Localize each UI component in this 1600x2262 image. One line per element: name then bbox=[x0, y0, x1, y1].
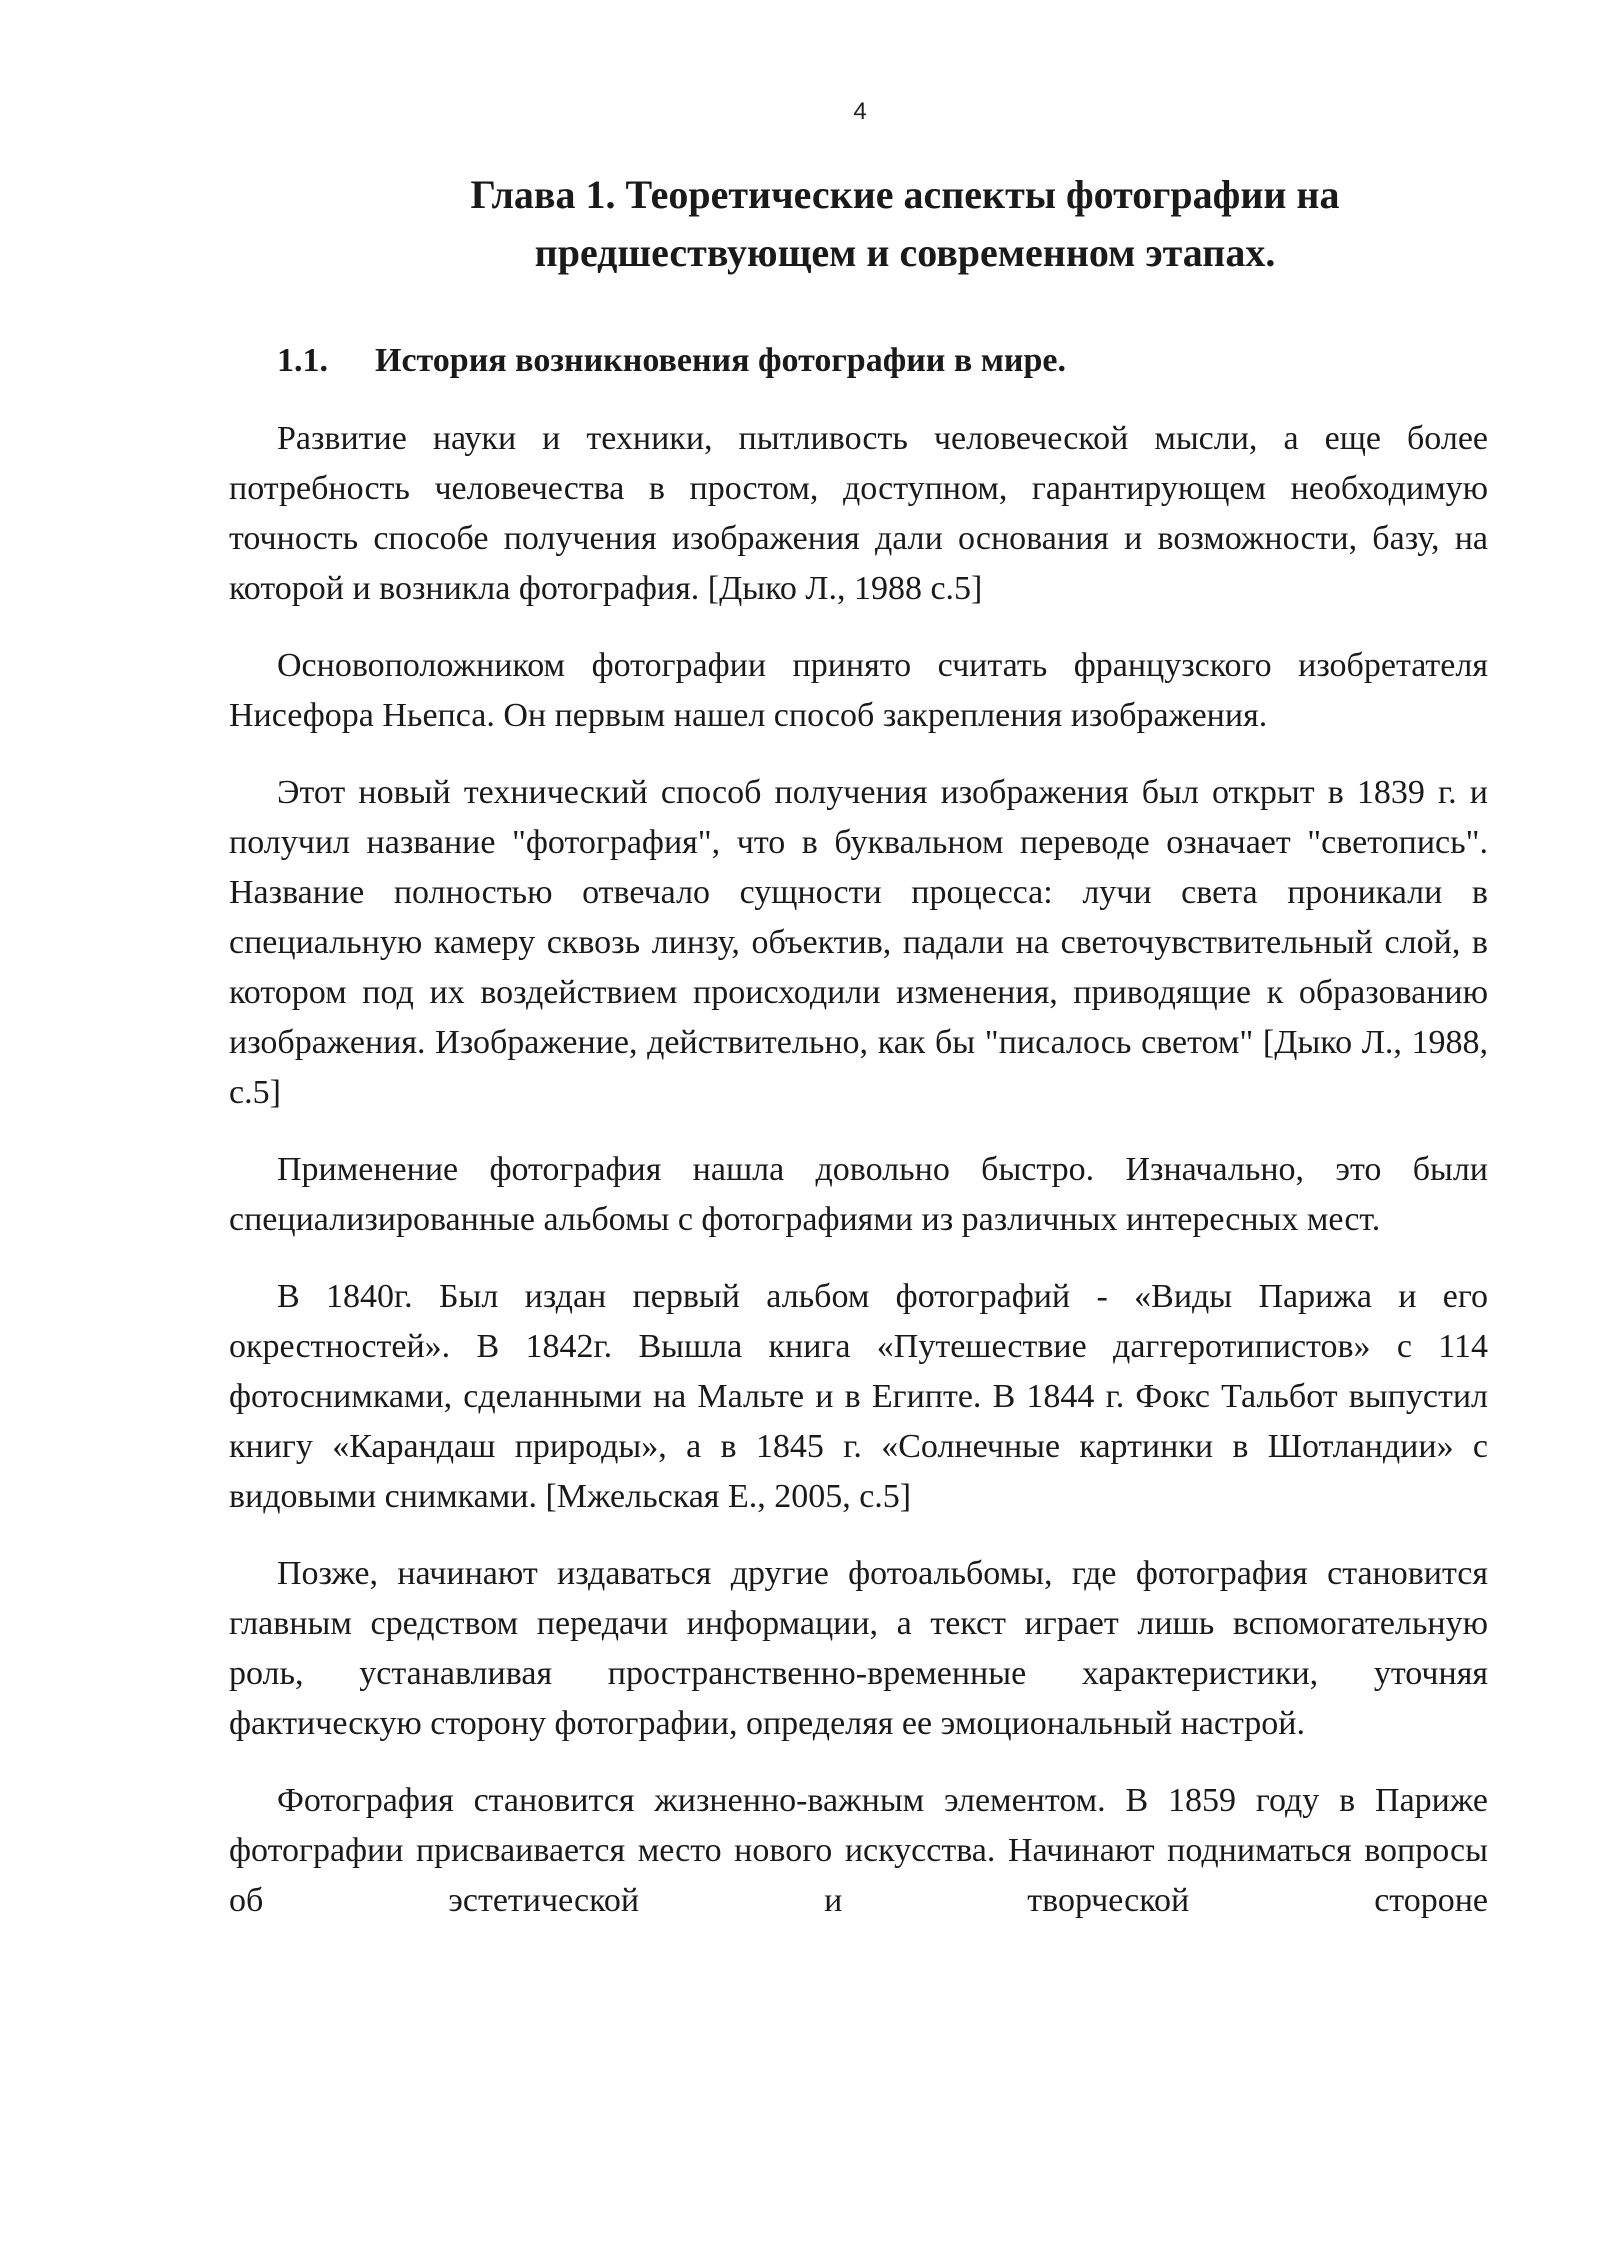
chapter-title bbox=[400, 166, 1410, 282]
paragraph-2: Основоположником фотографии принято считать французского изобретателя Нисефора Ньепса. Он первым нашел способ закрепления изображения. bbox=[229, 647, 1488, 734]
paragraph-3: Этот новый технический способ получения изображения был открыт в 1839 г. и получил название "фотография", что в буквальном переводе означает "светопись". Название полностью отвечало сущности процесса: лучи света проникали в специальную камеру сквозь линзу, объектив, падали на светочувствительный слой, в котором под их воздействием происходили изменения, приводящие к образованию изображения. Изображение, действительно, как бы "писалось светом" [Дыко Л., 1988, с.5] bbox=[229, 774, 1488, 1111]
paragraph-5: В 1840г. Был издан первый альбом фотографий - «Виды Парижа и его окрестностей». В 1842г. Вышла книга «Путешествие даггеротипистов» с 114 фотоснимками, сделанными на Мальте и в Египте. В 1844 г. Фокс Тальбот выпустил книгу «Карандаш природы», а в 1845 г. «Солнечные картинки в Шотландии» с видовыми снимками. [Мжельская Е., 2005, с.5] bbox=[229, 1278, 1488, 1515]
body-text bbox=[229, 414, 1488, 1953]
paragraph-7: Фотография становится жизненно-важным элементом. В 1859 году в Париже фотографии присваивается место нового искусства. Начинают подниматься вопросы об эстетической и творческой стороне bbox=[229, 1782, 1488, 1919]
paragraph-1: Развитие науки и техники, пытливость человеческой мысли, а еще более потребность человечества в простом, доступном, гарантирующем необходимую точность способе получения изображения дали основания и возможности, базу, на которой и возникла фотография. [Дыко Л., 1988 с.5] bbox=[229, 420, 1488, 607]
paragraph-4: Применение фотография нашла довольно быстро. Изначально, это были специализированные альбомы с фотографиями из различных интересных мест. bbox=[229, 1151, 1488, 1238]
paragraph-6: Позже, начинают издаваться другие фотоальбомы, где фотография становится главным средством передачи информации, а текст играет лишь вспомогательную роль, устанавливая пространственно-временные характеристики, уточняя фактическую сторону фотографии, определяя ее эмоциональный настрой. bbox=[229, 1555, 1488, 1742]
section-title: История возникновения фотографии в мире. bbox=[375, 342, 1067, 379]
section-number: 1.1. bbox=[277, 342, 328, 379]
section-heading bbox=[277, 336, 1066, 386]
page-number: 4 bbox=[853, 98, 867, 125]
chapter-title-line-2: предшествующем и современном этапах. bbox=[534, 230, 1276, 275]
chapter-title-line-1: Глава 1. Теоретические аспекты фотографии на bbox=[470, 172, 1340, 217]
